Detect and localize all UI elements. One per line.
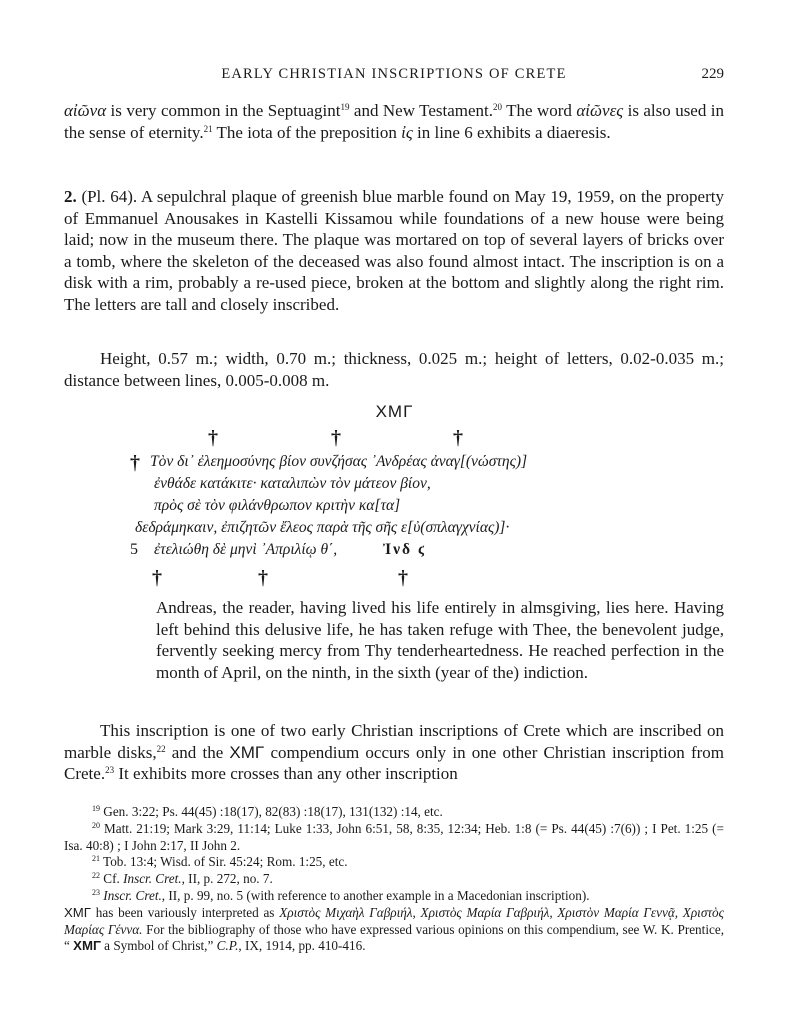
intro-text: and New Testament. [349, 101, 493, 120]
footnote-23-continued [64, 905, 724, 955]
footnote-ref: 23 [105, 765, 115, 776]
footnote-text: For the bibliography of those who have expressed various opinions on this compendium, see W. K. Prentice, “ [64, 921, 724, 954]
footnote-text: has been variously interpreted as [91, 904, 280, 920]
footnote-text: Gen. 3:22; Ps. 44(45) :18(17), 82(83) :18(17), 131(132) :14, etc. [100, 804, 443, 819]
footnote-greek: Χριστὸς Μιχαὴλ Γαβριήλ, Χριστὸς Μαρία Γαβριήλ, Χριστὸν Μαρία Γεννᾷ, Χριστὸς Μαρίας Γέννα. [64, 904, 724, 937]
footnote-text: Cf. [100, 871, 124, 887]
footnote-21 [64, 854, 724, 871]
running-head: EARLY CHRISTIAN INSCRIPTIONS OF CRETE [221, 66, 567, 82]
compendium-inline: ΧΜΓ [64, 904, 92, 920]
inscription-line-2: ἐνθάδε κατάκιτε· καταλιπὼν τὸν μάτεον βίον, [154, 475, 431, 492]
intro-text: The word [502, 101, 577, 120]
footnote-citation: Inscr. Cret. [123, 871, 182, 887]
translation [156, 597, 724, 683]
cross-mark: † [208, 427, 218, 449]
intro-text: The iota of the preposition [212, 122, 402, 142]
dimensions-text: Height, 0.57 m.; width, 0.70 m.; thickness, 0.025 m.; height of letters, 0.02-0.035 m.; distance between lines, 0.005-0.008 m. [64, 349, 724, 390]
cross-mark: † [130, 452, 140, 474]
footnote-number: 22 [92, 871, 100, 881]
compendium-heading: ΧΜΓ [375, 402, 414, 421]
footnote-19 [64, 804, 724, 821]
footnote-text: Matt. 21:19; Mark 3:29, 11:14; Luke 1:33, John 6:51, 58, 8:35, 12:34; Heb. 1:8 (= Ps. 44(45) :7(6)) ; I Pet. 1:25 (= Isa. 40:8) ; I John 2:17, II John 2. [64, 820, 724, 853]
footnote-text: , II, p. 272, no. 7. [181, 871, 273, 887]
cross-mark: † [453, 427, 463, 449]
page-header [64, 66, 724, 86]
footnote-22 [64, 871, 724, 888]
intro-text: is also used in the sense of eternity. [64, 101, 725, 142]
journal-abbreviation: C.P. [216, 938, 239, 954]
footnote-number: 20 [92, 820, 100, 830]
footnote-text: Tob. 13:4; Wisd. of Sir. 45:24; Rom. 1:25, etc. [100, 854, 348, 870]
intro-paragraph [64, 100, 724, 143]
footnote-23 [64, 888, 724, 905]
page-number: 229 [701, 66, 724, 82]
footnote-ref: 21 [203, 123, 213, 134]
cross-mark: † [258, 567, 268, 589]
cross-mark: † [398, 567, 408, 589]
translation-text: Andreas, the reader, having lived his life entirely in almsgiving, lies here. Having left behind this delusive life, he has taken refuge with Thee, the benevolent judge, fervently seeking mercy from Thy tenderheartedness. He reached perfection in the month of April, on the ninth, in the sixth (year of the) indiction. [156, 598, 724, 682]
entry-description [64, 186, 724, 316]
closing-text: It exhibits more crosses than any other inscription [114, 764, 458, 784]
compendium-inline: ΧΜΓ [73, 938, 101, 954]
footnote-text: , II, p. 99, no. 5 (with reference to another example in a Macedonian inscription). [161, 887, 590, 903]
cross-mark: † [331, 427, 341, 449]
footnote-ref: 22 [156, 743, 166, 754]
footnote-number: 19 [92, 804, 100, 813]
cross-mark: † [152, 567, 162, 589]
footnote-ref: 20 [493, 102, 502, 112]
line-number: 5 [130, 541, 138, 558]
inscription-line-5: ἐτελιώθη δὲ μηνὶ ᾽Απριλίῳ θ΄, [154, 541, 338, 558]
footnote-citation: Inscr. Cret. [100, 887, 162, 903]
footnote-text: , IX, 1914, pp. 410-416. [238, 938, 366, 954]
greek-word: ἰς [401, 122, 413, 142]
entry-body: (Pl. 64). A sepulchral plaque of greenish blue marble found on May 19, 1959, on the property of Emmanuel Anousakes in Kastelli Kissamou while foundations of a new house were being laid; now in the museum there. The plaque was mortared on top of several layers of bricks over a tomb, where the skeleton of the deceased was also found almost intact. The inscription is on a disk with a rim, probably a re-used piece, broken at the bottom and slightly along the right rim. The letters are tall and closely inscribed. [64, 187, 724, 314]
footnote-ref: 19 [340, 102, 350, 112]
entry-number: 2. [64, 187, 77, 206]
indiction-abbreviation: Ἰνδ ϛ [383, 541, 427, 558]
dimensions-paragraph [64, 348, 724, 391]
closing-text: and the [165, 742, 230, 762]
closing-text: compendium occurs only in one other Christian inscription from Crete. [64, 742, 724, 784]
footnote-text: a Symbol of Christ,” [100, 938, 217, 954]
intro-text: in line 6 exhibits a diaeresis. [412, 122, 611, 142]
greek-word: αἰῶνα [64, 101, 107, 120]
intro-text: is very common in the Septuagint [106, 101, 341, 120]
inscription-line-3: πρὸς σὲ τὸν φιλάνθρωπον κριτὴν κα[τα] [154, 497, 401, 514]
footnotes [64, 804, 724, 955]
inscription-line-1: Τὸν δι᾽ ἐλεημοσύνης βίον συνζήσας ᾽Ανδρέας ἀναγ[(νώστης)] [150, 453, 528, 470]
compendium-inline: ΧΜΓ [229, 742, 265, 762]
footnote-number: 23 [92, 887, 100, 897]
footnote-number: 21 [92, 854, 100, 864]
greek-word: αἰῶνες [576, 101, 624, 120]
closing-text: This inscription is one of two early Christian inscriptions of Crete which are inscribed on marble disks, [64, 721, 724, 762]
closing-paragraph [64, 720, 724, 785]
footnote-20 [64, 821, 724, 855]
inscription-line-4: δεδράμηκαιν, ἐπιζητῶν ἔλεος παρὰ τῆς σῆς ε[ὐ(σπλαγχνίας)]· [135, 519, 510, 536]
